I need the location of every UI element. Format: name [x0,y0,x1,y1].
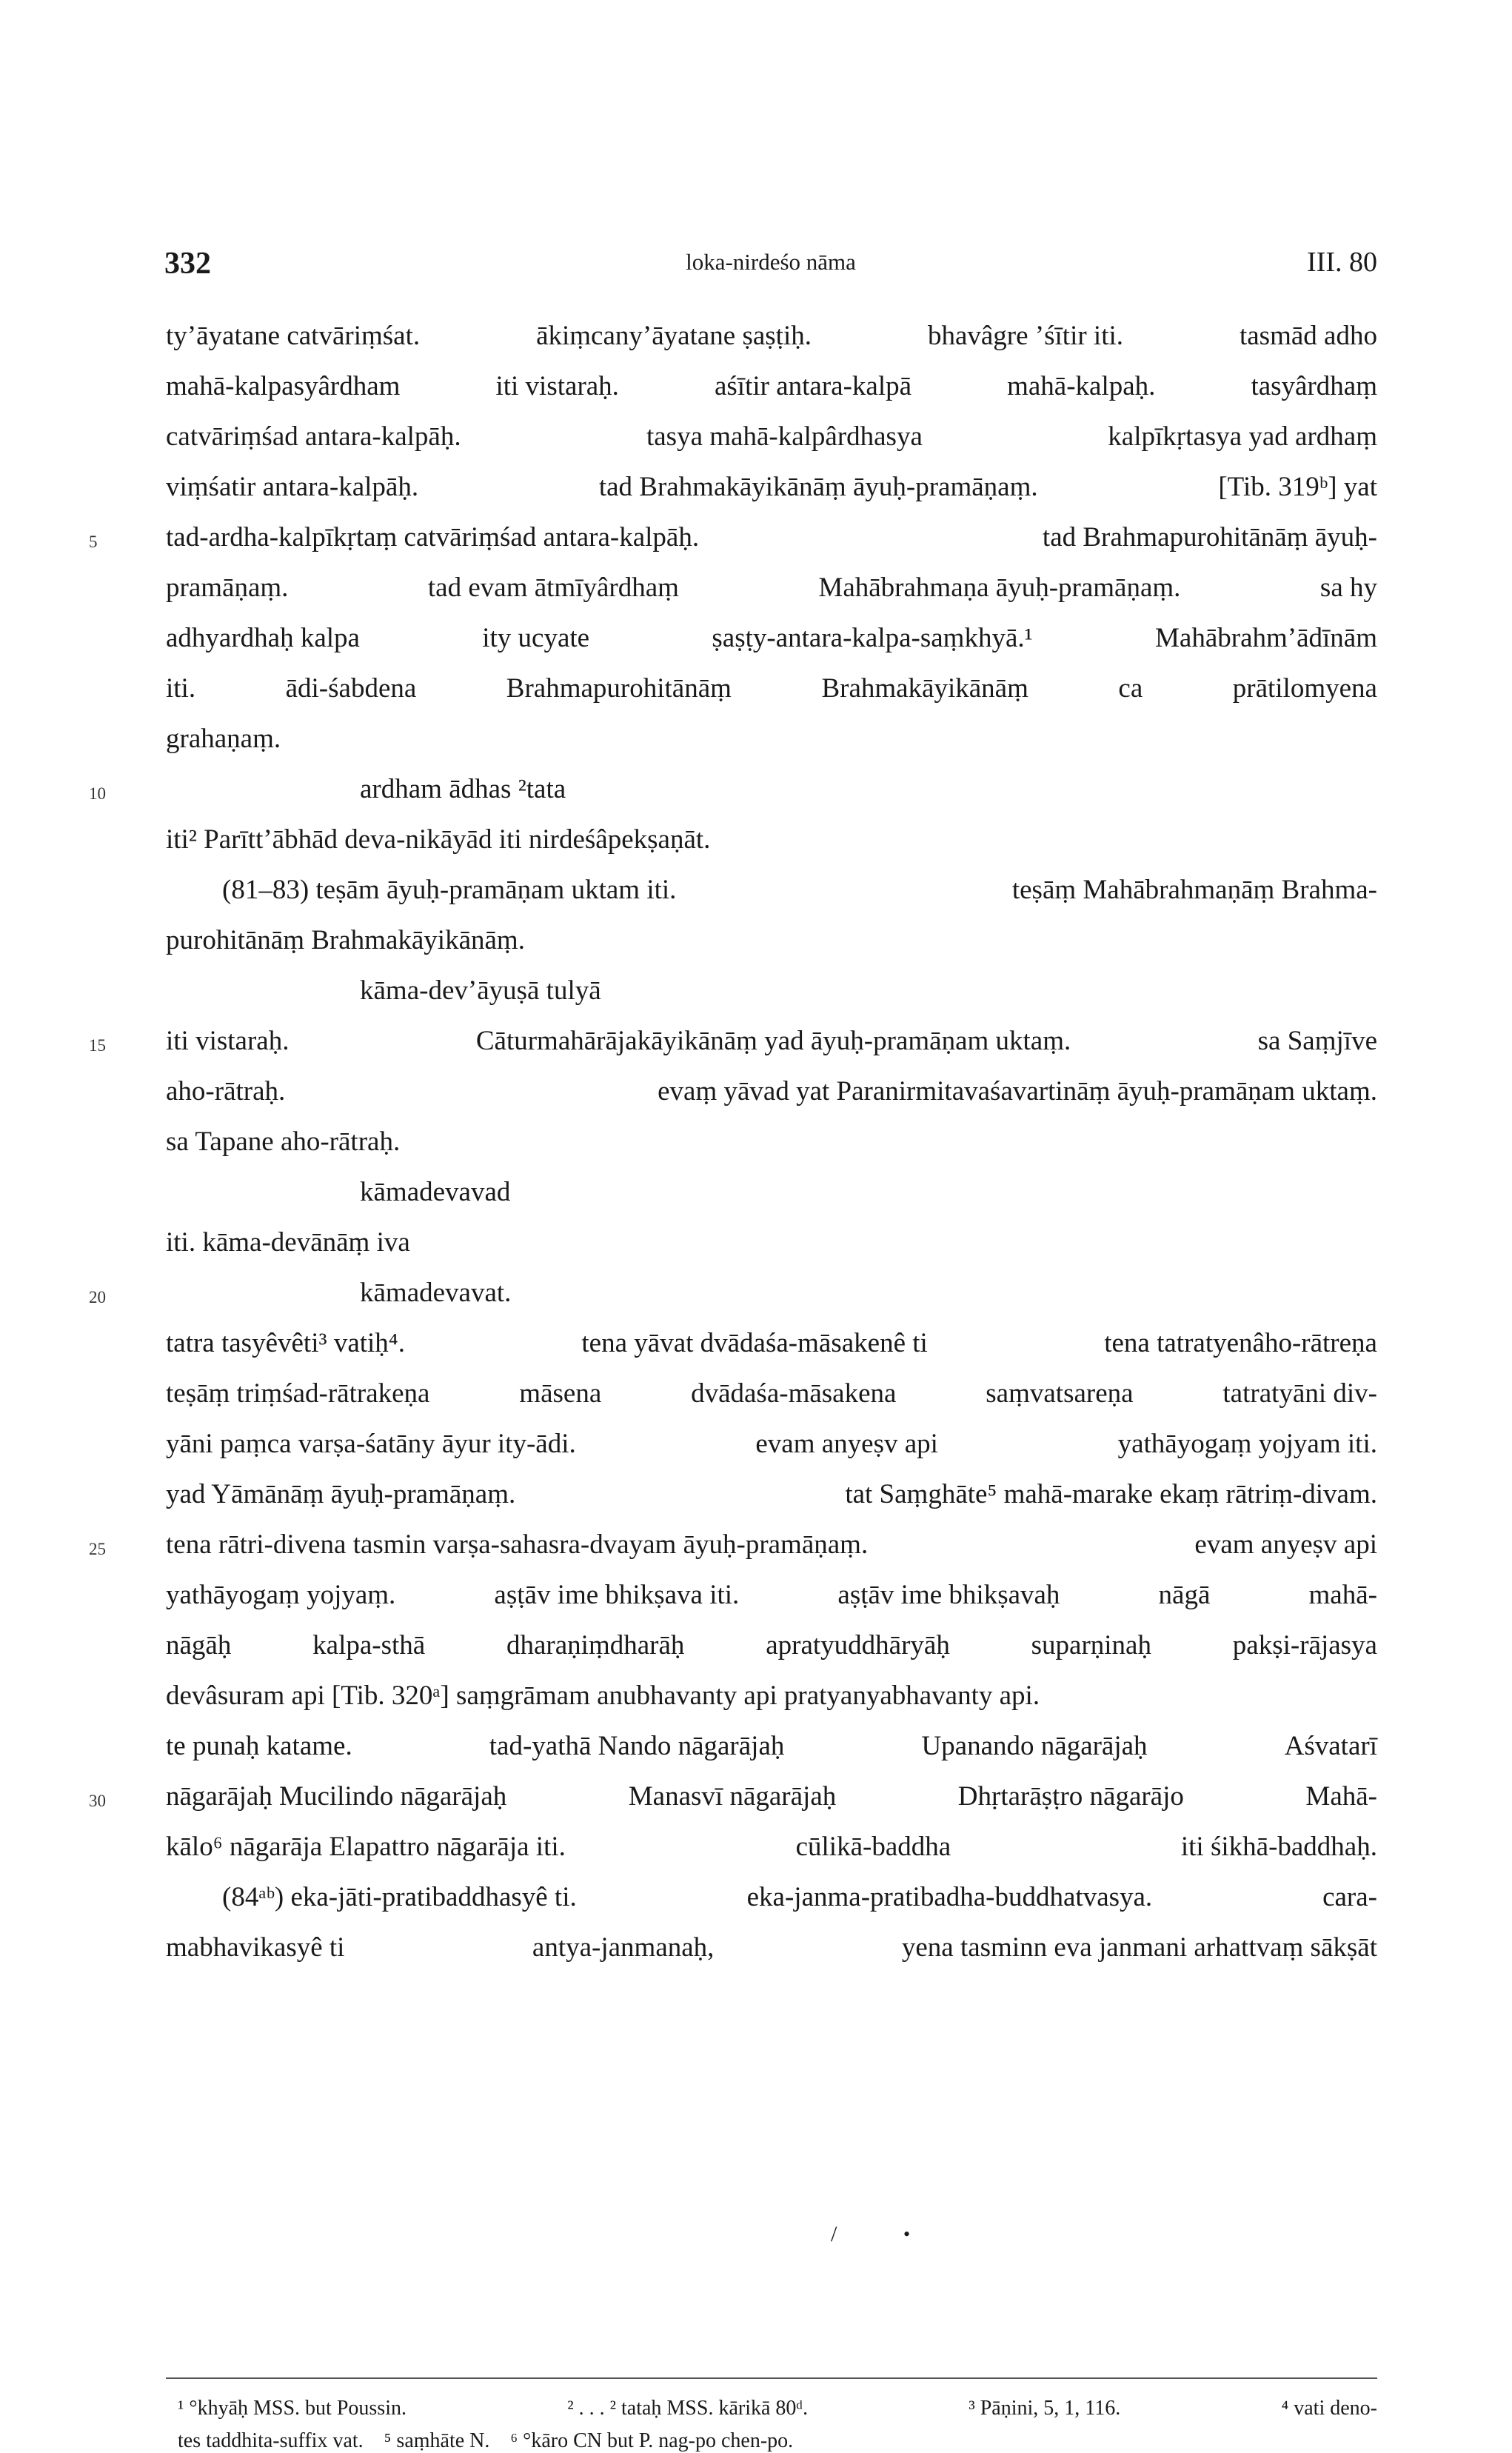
text-line [166,1218,1377,1268]
line-content [166,966,1377,1016]
line-segment: pramāṇaṃ. [166,573,289,603]
line-content [166,1369,1377,1419]
text-line [166,1117,1377,1167]
line-segment: Brahmapurohitānāṃ [506,673,732,704]
line-segment: (81–83) teṣām āyuḥ-pramāṇam uktam iti. [222,875,677,905]
line-segment: yathāyogaṃ yojyaṃ. [166,1580,396,1610]
line-content [166,1117,1377,1167]
text-line [166,1570,1377,1621]
line-content [166,563,1377,613]
line-content [166,664,1377,714]
line-segment: suparṇinaḥ [1031,1630,1151,1661]
line-segment: bhavâgre ’śītir iti. [927,321,1124,351]
line-segment: cara- [1322,1882,1377,1912]
line-segment: ity ucyate [482,623,590,653]
line-segment: (84ᵃᵇ) eka-jāti-pratibaddhasyê ti. [222,1882,577,1912]
line-segment: teṣāṃ Mahābrahmaṇāṃ Brahma- [1011,875,1377,905]
line-content [166,361,1377,412]
line-segment: kalpīkṛtasya yad ardhaṃ [1108,421,1377,452]
line-segment: māsena [519,1378,602,1409]
line-segment: kāmadevavad [360,1177,511,1207]
line-segment: tena yāvat dvādaśa-māsakenê ti [581,1328,928,1358]
line-segment: kālo⁶ nāgarāja Elapattro nāgarāja iti. [166,1832,566,1862]
text-line [166,361,1377,412]
line-number: 25 [89,1540,106,1558]
line-segment: viṃśatir antara-kalpāḥ. [166,472,419,502]
text-line [89,1268,1377,1318]
footnote-rule [166,2377,1377,2379]
line-segment: sa Tapane aho-rātraḥ. [166,1127,401,1157]
line-content [166,764,1377,815]
line-segment: yathāyogaṃ yojyam iti. [1117,1429,1377,1459]
line-segment: ṣaṣṭy-antara-kalpa-saṃkhyā.¹ [712,623,1033,653]
line-segment: sa Saṃjīve [1257,1026,1377,1056]
line-segment: aho-rātraḥ. [166,1076,286,1107]
line-segment: Aśvatarī [1284,1731,1377,1761]
footnote-entry: ⁴ vati deno- [1281,2397,1377,2420]
line-segment: kalpa-sthā [312,1630,426,1661]
text-line [166,412,1377,462]
line-content [166,462,1377,513]
line-content [166,1419,1377,1469]
footnote-entry: ¹ °khyāḥ MSS. but Poussin. [178,2397,407,2420]
line-content [166,815,1377,865]
line-segment: eka-janma-pratibadha-buddhatvasya. [746,1882,1153,1912]
text-line [166,915,1377,966]
line-segment: iti śikhā-baddhaḥ. [1180,1832,1377,1862]
line-segment: devâsuram api [Tib. 320ᵃ] saṃgrāmam anubhavanty api pratyanyabhavanty api. [166,1681,1040,1711]
footnote-entry: ⁶ °kāro CN but P. nag-po chen-po. [489,2429,794,2452]
section-number: III. 80 [1307,247,1377,278]
line-segment: ca [1118,673,1143,704]
footnote-line-1 [178,2397,1377,2420]
line-segment: tad evam ātmīyârdhaṃ [427,573,679,603]
line-content [166,865,1377,915]
text-line [166,311,1377,361]
text-line [166,1671,1377,1721]
line-segment: dharaṇiṃdharāḥ [506,1630,685,1661]
line-segment: yena tasminn eva janmani arhattvaṃ sākṣāt [901,1932,1377,1963]
line-segment: ādi-śabdena [285,673,417,704]
text-line [166,563,1377,613]
line-content [166,1318,1377,1369]
line-segment: Brahmakāyikānāṃ [821,673,1028,704]
line-content [166,1218,1377,1268]
line-content [166,1772,1377,1822]
line-segment: mahā-kalpaḥ. [1007,371,1156,401]
text-line [89,1772,1377,1822]
text-line [166,1822,1377,1872]
text-line [166,815,1377,865]
line-segment: tasmād adho [1239,321,1377,351]
text-line [166,1318,1377,1369]
line-segment: Cāturmahārājakāyikānāṃ yad āyuḥ-pramāṇam uktaṃ. [475,1026,1071,1056]
line-segment: tat Saṃghāte⁵ mahā-marake ekaṃ rātriṃ-divam. [845,1479,1377,1509]
line-segment: iti² Parītt’ābhād deva-nikāyād iti nirdeśâpekṣaṇāt. [166,824,711,855]
line-segment: saṃvatsareṇa [986,1378,1134,1409]
line-segment: ākiṃcany’āyatane ṣaṣṭiḥ. [536,321,812,351]
line-segment: tad-ardha-kalpīkṛtaṃ catvāriṃśad antara-kalpāḥ. [166,522,700,553]
text-line [166,664,1377,714]
line-segment: dvādaśa-māsakena [691,1378,897,1409]
line-segment: evam anyeṣv api [755,1429,938,1459]
text-line [89,513,1377,563]
line-content [166,1721,1377,1772]
line-content [166,412,1377,462]
line-segment: Mahābrahmaṇa āyuḥ-pramāṇaṃ. [818,573,1181,603]
line-content [166,1872,1377,1923]
text-line [166,1621,1377,1671]
line-segment: tad Brahmapurohitānāṃ āyuḥ- [1042,522,1377,553]
text-line [166,1167,1377,1218]
line-segment: evaṃ yāvad yat Paranirmitavaśavartināṃ āyuḥ-pramāṇam uktaṃ. [658,1076,1377,1107]
footnote-line-2 [178,2429,1377,2453]
line-segment: sa hy [1319,573,1377,603]
text-line [166,1923,1377,1973]
line-segment: nāgāḥ [166,1630,232,1661]
line-content [166,1671,1377,1721]
page-number: 332 [164,247,211,281]
line-segment: ardham ādhas ²tata [360,774,566,804]
running-title: loka-nirdeśo nāma [686,249,856,275]
line-segment: antya-janmanaḥ, [532,1932,715,1963]
line-segment: teṣāṃ triṃśad-rātrakeṇa [166,1378,430,1409]
text-line [166,1872,1377,1923]
text-line [166,1369,1377,1419]
line-segment: aṣṭāv ime bhikṣava iti. [494,1580,740,1610]
line-segment: Manasvī nāgarājaḥ [628,1781,837,1812]
text-line [166,613,1377,664]
line-segment: pakṣi-rājasya [1232,1630,1377,1661]
line-segment: tatratyāni div- [1222,1378,1377,1409]
line-segment: nāgarājaḥ Mucilindo nāgarājaḥ [166,1781,507,1812]
margin-mark: / [831,2222,837,2246]
line-segment: adhyardhaḥ kalpa [166,623,360,653]
line-segment: prātilomyena [1232,673,1377,704]
running-header [164,246,1377,290]
line-segment: iti vistaraḥ. [495,371,619,401]
line-segment: tad Brahmakāyikānāṃ āyuḥ-pramāṇaṃ. [598,472,1038,502]
line-segment: iti vistaraḥ. [166,1026,290,1056]
line-segment: mahā-kalpasyârdham [166,371,401,401]
footnote-entry: ³ Pāṇini, 5, 1, 116. [969,2397,1121,2420]
text-line [166,1721,1377,1772]
line-content [166,513,1377,563]
line-segment: aṣṭāv ime bhikṣavaḥ [837,1580,1060,1610]
line-content [166,1822,1377,1872]
line-segment: iti. kāma-devānāṃ iva [166,1227,410,1258]
line-content [166,915,1377,966]
line-segment: te punaḥ katame. [166,1731,352,1761]
text-line [89,1520,1377,1570]
footnote-entry: tes taddhita-suffix vat. [178,2429,364,2452]
line-segment: tasya mahā-kalpârdhasya [646,421,923,452]
line-content [166,1268,1377,1318]
line-segment: mabhavikasyê ti [166,1932,345,1963]
text-line [166,1419,1377,1469]
line-number: 30 [89,1792,106,1810]
line-content [166,1067,1377,1117]
text-line [166,865,1377,915]
line-segment: Dhṛtarāṣṭro nāgarājo [957,1781,1184,1812]
line-segment: tasyârdhaṃ [1251,371,1377,401]
line-segment: grahaṇaṃ. [166,724,281,754]
line-segment: purohitānāṃ Brahmakāyikānāṃ. [166,925,525,955]
text-line [166,462,1377,513]
line-segment: cūlikā-baddha [795,1832,951,1862]
footnote-entry: ² . . . ² tataḥ MSS. kārikā 80ᵈ. [567,2397,809,2420]
main-text [89,311,1377,1973]
line-segment: kāmadevavat. [360,1278,512,1308]
line-content [166,1167,1377,1218]
line-number: 10 [89,784,106,803]
line-content [166,1923,1377,1973]
line-segment: kāma-dev’āyuṣā tulyā [360,975,601,1006]
line-number: 20 [89,1288,106,1306]
line-segment: evam anyeṣv api [1194,1529,1377,1560]
line-segment: Mahā- [1305,1781,1377,1812]
line-content [166,1621,1377,1671]
line-segment: tatra tasyêvêti³ vatiḥ⁴. [166,1328,405,1358]
line-content [166,714,1377,764]
line-segment: yad Yāmānāṃ āyuḥ-pramāṇaṃ. [166,1479,516,1509]
line-segment: ty’āyatane catvāriṃśat. [166,321,421,351]
line-segment: nāgā [1158,1580,1211,1610]
line-segment: Upanando nāgarājaḥ [921,1731,1148,1761]
text-line [89,764,1377,815]
line-segment: mahā- [1308,1580,1377,1610]
line-content [166,1570,1377,1621]
line-content [166,613,1377,664]
line-segment: tena rātri-divena tasmin varṣa-sahasra-dvayam āyuḥ-pramāṇaṃ. [166,1529,869,1560]
line-content [166,311,1377,361]
line-segment: apratyuddhāryāḥ [766,1630,950,1661]
line-segment: yāni paṃca varṣa-śatāny āyur ity-ādi. [166,1429,576,1459]
line-segment: tena tatratyenâho-rātreṇa [1104,1328,1377,1358]
margin-dot: • [903,2223,911,2245]
text-line [166,1067,1377,1117]
text-line [166,1469,1377,1520]
text-line [166,714,1377,764]
line-number: 5 [89,533,98,551]
line-content [166,1520,1377,1570]
line-content [166,1016,1377,1067]
line-segment: [Tib. 319ᵇ] yat [1218,472,1377,502]
line-segment: tad-yathā Nando nāgarājaḥ [489,1731,785,1761]
text-line [89,1016,1377,1067]
text-line [166,966,1377,1016]
line-content [166,1469,1377,1520]
line-number: 15 [89,1036,106,1055]
line-segment: aśītir antara-kalpā [714,371,912,401]
line-segment: Mahābrahm’ādīnām [1155,623,1377,653]
line-segment: catvāriṃśad antara-kalpāḥ. [166,421,461,452]
line-segment: iti. [166,673,196,704]
footnote-entry: ⁵ saṃhāte N. [363,2429,490,2452]
